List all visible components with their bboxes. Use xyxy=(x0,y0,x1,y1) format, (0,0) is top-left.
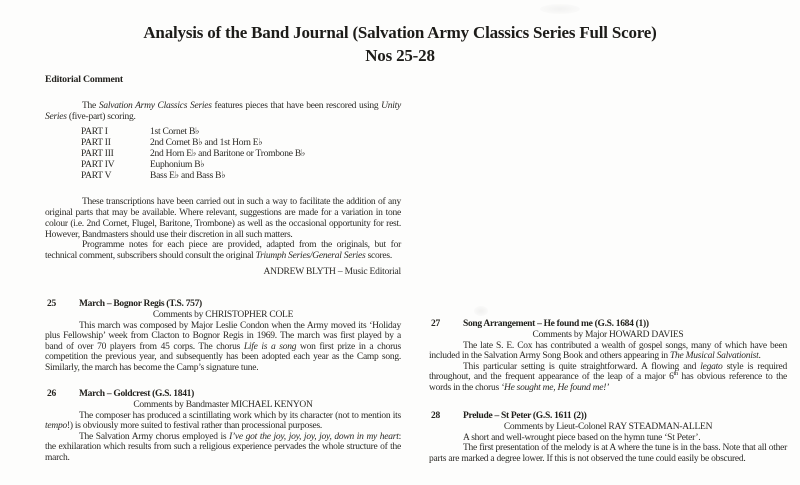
editorial-comment-heading: Editorial Comment xyxy=(45,74,123,85)
part-label: PART V xyxy=(81,171,112,182)
part-instruments: Bass E♭ and Bass B♭ xyxy=(150,171,226,182)
item-title: Prelude – St Peter (G.S. 1611 (2)) xyxy=(463,411,587,421)
item-paragraph: The first presentation of the melody is at A where the tune is in the bass. Note that all other parts are marked a degree lower. If this is not observed the tune could easily be obscured. xyxy=(429,443,787,464)
item-number: 26 xyxy=(47,389,56,399)
journal-item-25 xyxy=(45,299,401,374)
page-title xyxy=(0,21,800,67)
item-paragraph: This particular setting is quite straightforward. A flowing and legato style is required throughout, and the frequent appearance of the leap of a major 6th has obvious reference to the words in the chorus ‘He sought me, He found me!’ xyxy=(429,361,787,394)
editorial-section xyxy=(45,101,401,277)
item-paragraph: This march was composed by Major Leslie Condon when the Army moved its ‘Holiday plus Fellowship’ week from Clacton to Bognor Regis in 1969. The march was first played by a band of over 70 players from 45 corps. The chorus Life is a song won first prize in a chorus competition the previous year, and subsequently has been adopted each year as the Camp song. Similarly, the march has become the Camp’s signature tune. xyxy=(45,320,401,374)
parts-table xyxy=(81,127,401,182)
part-instruments: 2nd Horn E♭ and Baritone or Trombone B♭ xyxy=(150,149,306,160)
item-heading xyxy=(45,299,401,310)
item-byline: Comments by CHRISTOPHER COLE xyxy=(152,310,294,320)
part-label: PART IV xyxy=(81,160,115,171)
item-heading xyxy=(429,319,787,330)
editorial-intro-paragraph: The Salvation Army Classics Series features pieces that have been rescored using Unity Series (five-part) scoring. xyxy=(45,101,401,122)
part-instruments: 1st Cornet B♭ xyxy=(150,127,200,138)
journal-item-28 xyxy=(429,411,787,464)
editorial-programme-paragraph: Programme notes for each piece are provided, adapted from the originals, but for technical comment, subscribers should consult the original Triumph Series/General Series scores. xyxy=(45,240,401,261)
editorial-transcriptions-paragraph: These transcriptions have been carried out in such a way to facilitate the addition of any original parts that may be available. Where relevant, suggestions are made for a variation in tone colour (i.e. 2nd Cornet, Flugel, Baritone, Trombone) as well as the occasional opportunity for rest. However, Bandmasters should use their discretion in all such matters. xyxy=(45,197,401,240)
editor-signature: ANDREW BLYTH – Music Editorial xyxy=(263,266,401,277)
item-title: Song Arrangement – He found me (G.S. 1684 (1)) xyxy=(463,319,649,329)
part-instruments: Euphonium B♭ xyxy=(150,160,205,171)
part-label: PART II xyxy=(81,138,111,149)
journal-item-26 xyxy=(45,389,401,464)
item-byline: Comments by Major HOWARD DAVIES xyxy=(532,330,684,340)
item-paragraph: A short and well-wrought piece based on the hymn tune ‘St Peter’. xyxy=(463,432,701,443)
item-title: March – Goldcrest (G.S. 1841) xyxy=(79,389,194,399)
part-row xyxy=(81,171,401,182)
item-heading xyxy=(429,411,787,422)
scan-artifact xyxy=(540,4,580,14)
part-row xyxy=(81,160,401,171)
part-instruments: 2nd Cornet B♭ and 1st Horn E♭ xyxy=(150,138,263,149)
item-byline: Comments by Lieut-Colonel RAY STEADMAN-ALLEN xyxy=(503,422,713,432)
title-line-1: Analysis of the Band Journal (Salvation Army Classics Series Full Score) xyxy=(143,23,657,42)
title-line-2: Nos 25-28 xyxy=(365,46,435,65)
item-heading xyxy=(45,389,401,400)
part-row xyxy=(81,149,401,160)
part-label: PART I xyxy=(81,127,108,138)
part-row xyxy=(81,127,401,138)
item-title: March – Bognor Regis (T.S. 757) xyxy=(79,299,202,309)
item-paragraph: The late S. E. Cox has contributed a wealth of gospel songs, many of which have been included in the Salvation Army Song Book and others appearing in The Musical Salvationist. xyxy=(429,340,787,362)
scan-artifact xyxy=(474,306,488,316)
item-number: 28 xyxy=(431,411,440,421)
journal-item-27 xyxy=(429,319,787,394)
item-number: 25 xyxy=(47,299,56,309)
item-paragraph: The Salvation Army chorus employed is I’ve got the joy, joy, joy, joy, down in my heart: the exhilaration which results from such a religious experience pervades the whole structure of the march. xyxy=(45,431,401,464)
item-number: 27 xyxy=(431,319,440,329)
part-row xyxy=(81,138,401,149)
item-paragraph: The composer has produced a scintillating work which by its character (not to mention its tempo!) is obviously more suited to festival rather than processional purposes. xyxy=(45,410,401,432)
item-byline: Comments by Bandmaster MICHAEL KENYON xyxy=(133,400,313,410)
part-label: PART III xyxy=(81,149,114,160)
